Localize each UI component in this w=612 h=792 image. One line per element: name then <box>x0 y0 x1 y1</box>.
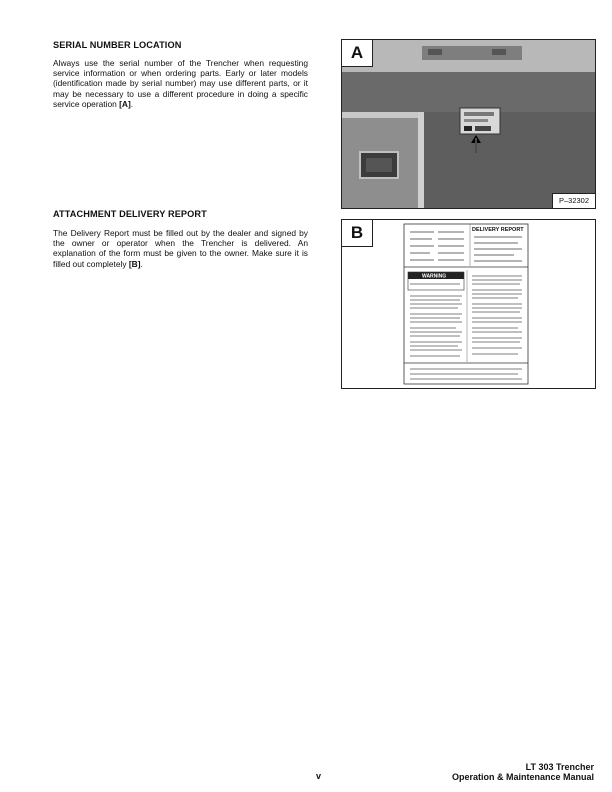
figure-b-label: B <box>342 220 373 247</box>
form-title-text: DELIVERY REPORT <box>472 227 524 233</box>
delivery-report-heading: ATTACHMENT DELIVERY REPORT <box>53 209 207 219</box>
sentence-end: . <box>130 98 134 109</box>
delivery-report-paragraph <box>53 228 308 269</box>
figure-a <box>341 39 596 209</box>
photo-reference-number: P–32302 <box>552 193 595 208</box>
delivery-report-text: The Delivery Report must be filled out by the dealer and signed by the owner or operator when the Trencher is delivered. An explanation of the form must be given to the owner. Make sure it is filled out completely <box>53 228 308 269</box>
delivery-report-form <box>342 220 595 388</box>
serial-plate-photo <box>342 40 595 208</box>
manual-title: LT 303 Trencher <box>525 762 594 772</box>
sentence-end: . <box>140 258 143 269</box>
figure-a-ref: [A] <box>119 98 131 109</box>
serial-number-heading: SERIAL NUMBER LOCATION <box>53 40 182 50</box>
serial-number-text: Always use the serial number of the Trencher when requesting service information or when ordering parts. Early or later models (identification made by serial number) may use different parts, or it may be necessary to use a different procedure in doing a specific service operation <box>53 58 308 109</box>
page-number: v <box>316 771 322 781</box>
warning-text: WARNING <box>422 273 447 280</box>
serial-number-paragraph <box>53 58 308 109</box>
figure-a-label: A <box>342 40 373 67</box>
figure-b-ref: [B] <box>128 258 141 269</box>
manual-subtitle: Operation & Maintenance Manual <box>451 772 594 782</box>
figure-b <box>341 219 596 389</box>
